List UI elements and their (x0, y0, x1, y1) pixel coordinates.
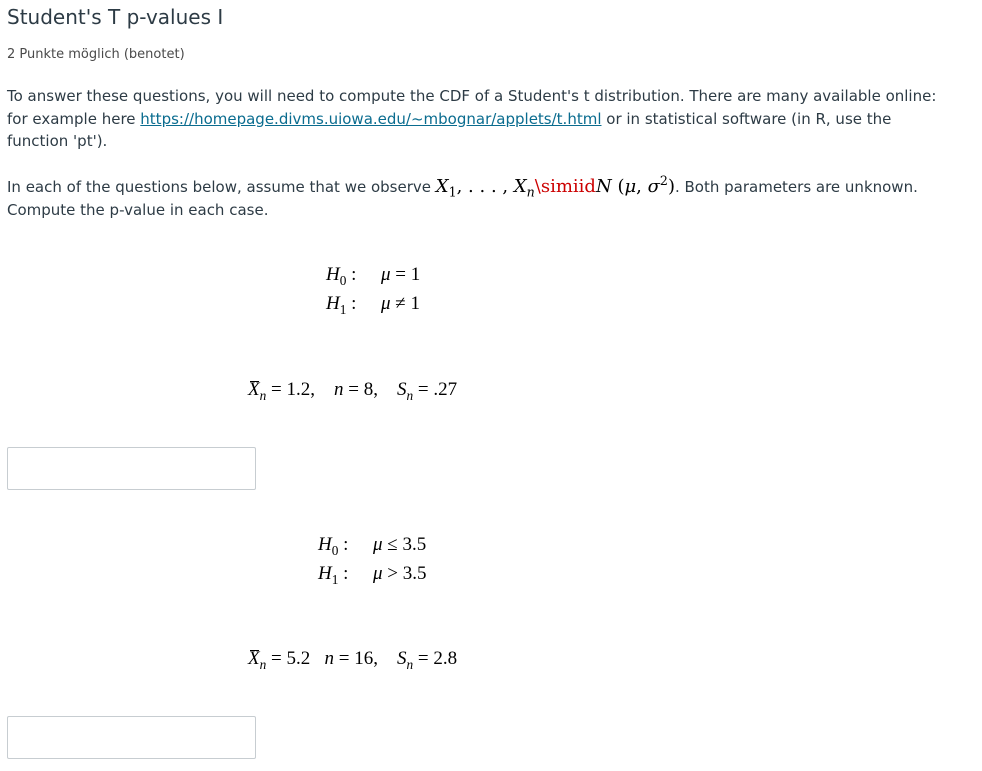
instructions-paragraph (7, 173, 957, 221)
sample-sd-value: 2.8 (433, 648, 458, 669)
answer-input-q2[interactable] (7, 716, 256, 759)
sample-mean-value: 5.2 (286, 648, 311, 669)
sample-sd-value: .27 (433, 379, 458, 400)
iid-math: $X_1$, . . . , $X_n$ (435, 176, 535, 200)
hypotheses-q2 (318, 534, 427, 592)
intro-text-2: or in statistical software (in R, use the function 'pt'). (7, 109, 892, 150)
sample-mean-value: 1.2, (286, 379, 315, 400)
hypotheses-q1 (326, 264, 420, 322)
null-hypothesis: $H_0$ : μ = 1 (326, 264, 421, 288)
instructions-text-1: In each of the questions below, assume that we observe (7, 178, 436, 196)
intro-paragraph (7, 85, 957, 153)
t-applet-link[interactable]: https://homepage.divms.uiowa.edu/~mbognar/applets/t.html (140, 109, 602, 128)
math-error-text: \simiid (534, 176, 596, 197)
instructions-text-2: . Both parameters are unknown. Compute the p-value in each case. (7, 178, 918, 219)
answer-input-q1[interactable] (7, 447, 256, 490)
sample-statistics-q1: $X_n = 1.2$, n = 8, $S_n = .27$ (248, 379, 458, 403)
sample-statistics-q2: $X_n = 5.2$ n = 16, $S_n = 2.8$ (248, 648, 458, 672)
normal-dist-math: N (μ, $\sigma^2$) (595, 173, 675, 197)
sample-size-value: 16, (354, 648, 378, 669)
null-hypothesis: $H_0$ : μ ≤ 3.5 (318, 534, 427, 558)
intro-text-1: To answer these questions, you will need to compute the CDF of a Student's t distribution. There are many available online: for example here (7, 87, 937, 128)
points-label: 2 Punkte möglich (benotet) (7, 47, 185, 62)
alternative-hypothesis: $H_1$ : μ ≠ 1 (326, 293, 420, 317)
problem-title: Student's T p-values I (7, 5, 224, 29)
sample-size-value: 8, (363, 379, 378, 400)
alternative-hypothesis: $H_1$ : μ > 3.5 (318, 563, 427, 587)
